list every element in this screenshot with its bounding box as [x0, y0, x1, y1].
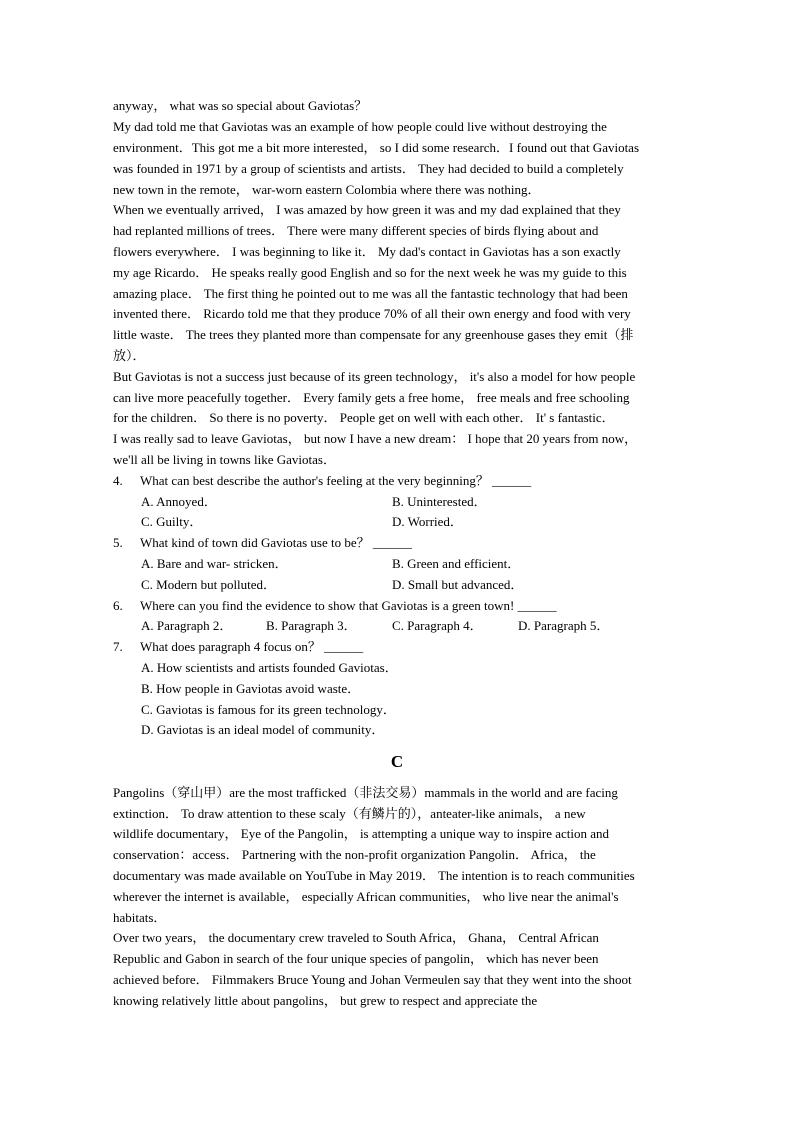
option-a[interactable]: A. Bare and war- stricken． [141, 556, 288, 571]
passage-line: When we eventually arrived， I was amazed by how green it was and my dad explained that they [113, 202, 621, 217]
option-a[interactable]: A. How scientists and artists founded Gaviotas． [141, 660, 398, 675]
option-c[interactable]: C. Gaviotas is famous for its green technology． [141, 702, 396, 717]
passage-line: conservation：access． Partnering with the non-profit organization Pangolin． Africa， the [113, 847, 596, 862]
passage-line: my age Ricardo． He speaks really good English and so for the next week he was my guide to this [113, 265, 627, 280]
passage-line: Over two years， the documentary crew traveled to South Africa， Ghana， Central African [113, 930, 599, 945]
option-a[interactable]: A. Annoyed． [141, 494, 217, 509]
passage-line: wildlife documentary， Eye of the Pangolin， is attempting a unique way to inspire action and [113, 826, 610, 841]
question-text: What can best describe the author's feeling at the very beginning？ ______ [140, 473, 532, 488]
option-a[interactable]: A. Paragraph 2． [141, 618, 233, 633]
question-stem [113, 471, 531, 492]
passage-line: we'll all be living in towns like Gaviotas． [113, 452, 336, 467]
passage-line: anyway， what was so special about Gaviotas？ [113, 98, 368, 113]
passage-line: was founded in 1971 by a group of scientists and artists． They had decided to build a completely [113, 161, 624, 176]
option-b[interactable]: B. Uninterested． [392, 494, 487, 509]
passage-line: for the children． So there is no poverty． People get on well with each other． It' s fantastic． [113, 410, 615, 425]
passage-line: invented there． Ricardo told me that they produce 70% of all their own energy and food with very [113, 306, 631, 321]
question-stem [113, 533, 412, 554]
passage-line: But Gaviotas is not a success just because of its green technology， it's also a model for how people [113, 369, 636, 384]
question-text: Where can you find the evidence to show that Gaviotas is a green town! ______ [140, 598, 557, 613]
option-d[interactable]: D. Gaviotas is an ideal model of community． [141, 722, 385, 737]
option-b[interactable]: B. How people in Gaviotas avoid waste． [141, 681, 361, 696]
passage-line: Republic and Gabon in search of the four unique species of pangolin， which has never been [113, 951, 599, 966]
passage-line: had replanted millions of trees． There were many different species of birds flying about and [113, 223, 599, 238]
passage-line: new town in the remote， war-worn eastern Colombia where there was nothing． [113, 182, 541, 197]
option-d[interactable]: D. Small but advanced． [392, 577, 524, 592]
passage-line: environment．This got me a bit more interested， so I did some research．I found out that Gaviotas [113, 140, 640, 155]
passage-line: 放）． [113, 348, 146, 363]
passage-line: documentary was made available on YouTube in May 2019． The intention is to reach communities [113, 868, 635, 883]
passage-line: little waste． The trees they planted more than compensate for any greenhouse gases they emit（排 [113, 327, 634, 342]
question-stem [113, 637, 363, 658]
passage-line: can live more peacefully together． Every family gets a free home， free meals and free schooling [113, 390, 630, 405]
question-number: 6. [113, 598, 123, 613]
passage-line: habitats． [113, 910, 167, 925]
option-b[interactable]: B. Green and efficient． [392, 556, 521, 571]
option-b[interactable]: B. Paragraph 3． [266, 618, 357, 633]
question-stem [113, 596, 557, 617]
question-number: 7. [113, 639, 123, 654]
question-text: What does paragraph 4 focus on？ ______ [140, 639, 364, 654]
passage-line: Pangolins（穿山甲）are the most trafficked（非法交易）mammals in the world and are facing [113, 785, 618, 800]
passage-line: My dad told me that Gaviotas was an example of how people could live without destroying the [113, 119, 607, 134]
option-d[interactable]: D. Worried． [392, 514, 463, 529]
question-number: 4. [113, 473, 123, 488]
passage-line: amazing place． The first thing he pointed out to me was all the fantastic technology that had been [113, 286, 628, 301]
passage-line: I was really sad to leave Gaviotas， but now I have a new dream： I hope that 20 years from now， [113, 431, 638, 446]
passage-line: knowing relatively little about pangolins， but grew to respect and appreciate the [113, 993, 538, 1008]
option-c[interactable]: C. Guilty． [141, 514, 203, 529]
section-heading: C [390, 752, 404, 771]
question-text: What kind of town did Gaviotas use to be？ ______ [140, 535, 412, 550]
passage-line: flowers everywhere． I was beginning to like it． My dad's contact in Gaviotas has a son exactly [113, 244, 621, 259]
option-c[interactable]: C. Modern but polluted． [141, 577, 277, 592]
passage-line: achieved before． Filmmakers Bruce Young and Johan Vermeulen say that they went into the shoot [113, 972, 632, 987]
option-d[interactable]: D. Paragraph 5． [518, 618, 610, 633]
question-number: 5. [113, 535, 123, 550]
passage-line: extinction． To draw attention to these scaly（有鳞片的），anteater-like animals， a new [113, 806, 586, 821]
option-c[interactable]: C. Paragraph 4． [392, 618, 483, 633]
passage-line: wherever the internet is available， especially African communities， who live near the animal's [113, 889, 619, 904]
